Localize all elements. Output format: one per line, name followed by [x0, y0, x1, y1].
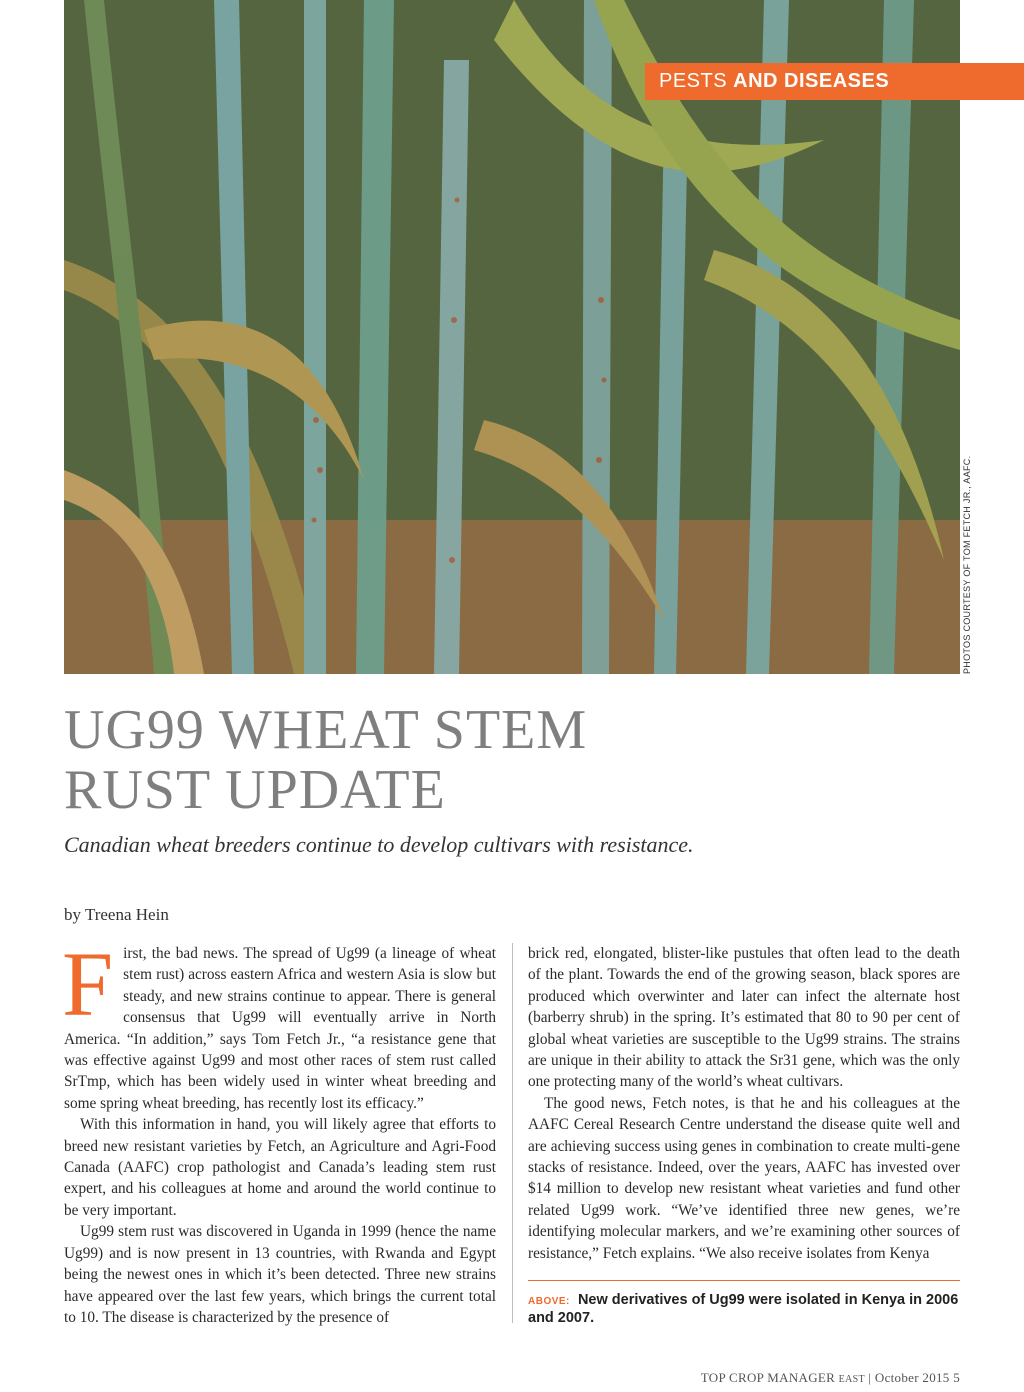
paragraph: brick red, elongated, blister-like pustules that often lead to the death of the plant. Towards the end of the growing season, black spores are produced which overwinter and later can infect the alternate host (barberry shrub) in the spring. It’s estimated that 80 to 90 per cent of global wheat varieties are susceptible to the Ug99 strains. The strains are unique in their ability to attack the Sr31 gene, which was the only one protecting many of the world’s wheat cultivars.	[528, 945, 960, 1091]
section-tag-bold: AND DISEASES	[733, 70, 890, 92]
paragraph: With this information in hand, you will likely agree that efforts to breed new resistant varieties by Fetch, an Agriculture and Agri-Food Canada (AAFC) crop pathologist and Canada’s leading stem rust expert, and his colleagues at home and around the world continue to be very important.	[64, 1116, 496, 1219]
article-title	[64, 700, 864, 820]
drop-cap: F	[62, 933, 114, 1035]
page-footer: TOP CROP MANAGER EAST | October 2015 5	[700, 1370, 960, 1385]
wheat-stem-rust-photo	[64, 0, 960, 674]
section-tag-light: PESTS	[659, 70, 728, 92]
title-line-1: UG99 WHEAT STEM	[64, 699, 588, 761]
paragraph: Ug99 stem rust was discovered in Uganda in 1999 (hence the name Ug99) and is now present in 13 countries, with Rwanda and Egypt being the newest ones in which it’s been detected. Three new strains have appeared over the last few years, which brings the current total to 10. The disease is characterized by the presence of	[64, 1223, 496, 1326]
section-tag	[645, 63, 1024, 100]
footer-magazine: TOP CROP MANAGER	[700, 1370, 836, 1385]
photo-caption	[528, 1292, 968, 1327]
body-column-2	[528, 943, 960, 1264]
column-divider	[512, 943, 513, 1323]
photo-credit: PHOTOS COURTESY OF TOM FETCH JR., AAFC.	[962, 455, 972, 674]
paragraph: First, the bad news. The spread of Ug99 (a lineage of wheat stem rust) across eastern Africa and western Asia is slow but steady, and new strains continue to appear. There is general consensus that Ug99 will eventually arrive in North America. “In addition,” says Tom Fetch Jr., “a resistance gene that was effective against Ug99 and most other races of stem rust called SrTmp, which has been widely used in winter wheat breeding and some spring wheat breeding, has recently lost its efficacy.”	[62, 933, 496, 1112]
paragraph: The good news, Fetch notes, is that he and his colleagues at the AAFC Cereal Research Centre understand the disease quite well and are achieving success using genes in combination to create multi-gene stacks of resistance. Indeed, over the years, AAFC has invested over $14 million to develop new resistant wheat varieties and fund other related Ug99 work. “We’ve identified three new genes, we’re identifying molecular markers, and we’re examining other sources of resistance,” Fetch explains. “We also receive isolates from Kenya	[528, 1094, 960, 1262]
caption-rule	[528, 1280, 960, 1281]
footer-edition: EAST	[838, 1374, 865, 1385]
footer-date: October 2015	[874, 1370, 950, 1385]
article-deck: Canadian wheat breeders continue to develop cultivars with resistance.	[64, 832, 694, 857]
title-line-2: RUST UPDATE	[64, 759, 446, 821]
caption-label: ABOVE:	[528, 1296, 570, 1307]
wheat-field-illustration	[64, 0, 960, 674]
page-number: 5	[953, 1370, 960, 1385]
body-column-1	[62, 933, 496, 1328]
byline: by Treena Hein	[64, 905, 169, 924]
caption-text: New derivatives of Ug99 were isolated in Kenya in 2006 and 2007.	[528, 1292, 959, 1326]
